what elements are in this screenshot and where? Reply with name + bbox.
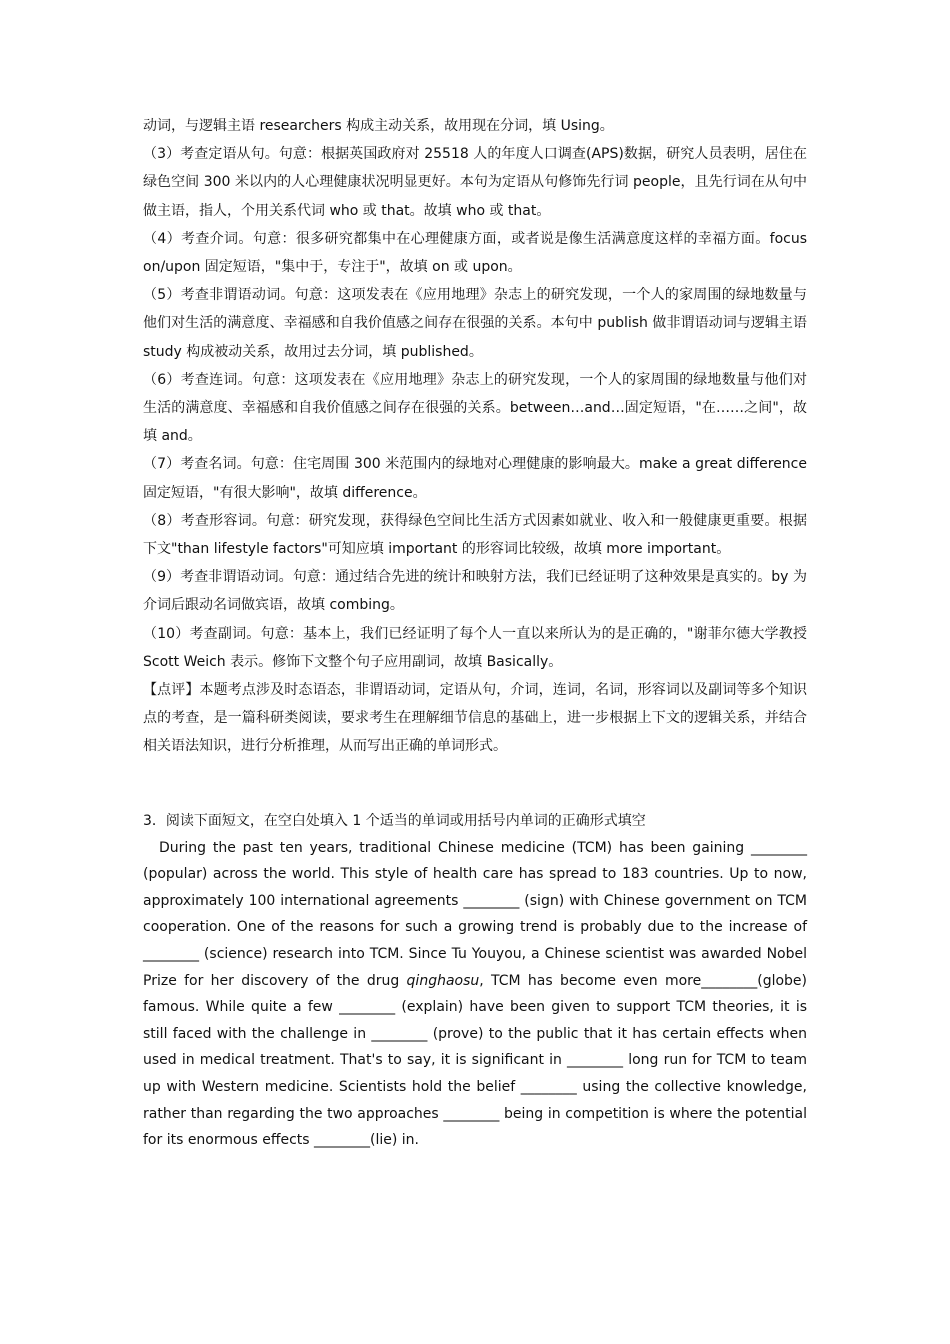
comment-paragraph: 【点评】本题考点涉及时态语态，非谓语动词，定语从句，介词，连词，名词，形容词以及副词等多个知识点的考查，是一篇科研类阅读，要求考生在理解细节信息的基础上，进一步根据上下文的逻辑关系，并结合相关语法知识，进行分析推理，从而写出正确的单词形式。 <box>143 682 807 755</box>
analysis-paragraph: 动词，与逻辑主语 researchers 构成主动关系，故用现在分词，填 Using。 <box>143 118 614 134</box>
analysis-paragraph: （3）考查定语从句。句意：根据英国政府对 25518 人的年度人口调查(APS)数据，研究人员表明，居住在绿色空间 300 米以内的人心理健康状况明显更好。本句为定语从句修饰先行词 people，且先行词在从句中做主语，指人，个用关系代词 who 或 that。故填 who 或 that。 <box>143 146 807 219</box>
cloze-passage <box>143 835 807 1154</box>
analysis-paragraph: （10）考查副词。句意：基本上，我们已经证明了每个人一直以来所认为的是正确的，"谢菲尔德大学教授 Scott Weich 表示。修饰下文整个句子应用副词，故填 Basically。 <box>143 625 807 670</box>
analysis-paragraph: （7）考查名词。句意：住宅周围 300 米范围内的绿地对心理健康的影响最大。make a great difference 固定短语，"有很大影响"，故填 difference。 <box>143 456 807 501</box>
analysis-paragraph: （5）考查非谓语动词。句意：这项发表在《应用地理》杂志上的研究发现，一个人的家周围的绿地数量与他们对生活的满意度、幸福感和自我价值感之间存在很强的关系。本句中 publish 做非谓语动词与逻辑主语 study 构成被动关系，故用过去分词，填 published。 <box>143 287 807 360</box>
analysis-paragraph: （8）考查形容词。句意：研究发现，获得绿色空间比生活方式因素如就业、收入和一般健康更重要。根据下文"than lifestyle factors"可知应填 important 的形容词比较级，故填 more important。 <box>143 512 807 558</box>
analysis-paragraph: （9）考查非谓语动词。句意：通过结合先进的统计和映射方法，我们已经证明了这种效果是真实的。by 为介词后跟动名词做宾语，故填 combing。 <box>143 569 807 614</box>
document-page <box>143 112 807 1154</box>
section-gap <box>143 761 807 807</box>
analysis-paragraph: （6）考查连词。句意：这项发表在《应用地理》杂志上的研究发现，一个人的家周围的绿地数量与他们对生活的满意度、幸福感和自我价值感之间存在很强的关系。between…and…固定短语，"在……之间"，故填 and。 <box>143 371 807 445</box>
passage-text: During the past ten years, traditional Chinese medicine (TCM) has been gaining ________ (popular) across the world. This style of health care has spread to 183 countries. Up to now, approximately 100 international agreements ________ (sign) with Chinese government on TCM cooperation. One of the reasons for such a growing trend is probably due to the increase of ________ (science) research into TCM. Since Tu Youyou, a Chinese scientist was awarded Nobel Prize for her discovery of the drug <box>143 839 807 989</box>
passage-italic-term: qinghaosu <box>406 972 480 989</box>
question-instruction: 3．阅读下面短文，在空白处填入 1 个适当的单词或用括号内单词的正确形式填空 <box>143 812 646 829</box>
passage-text: , TCM has become even more________(globe) famous. While quite a few ________ (explain) have been given to support TCM theories, it is still faced with the challenge in ________ (prove) to the public that it has certain effects when used in medical treatment. That's to say, it is significant in ________ long run for TCM to team up with Western medicine. Scientists hold the belief ________ using the collective knowledge, rather than regarding the two approaches ________ being in competition is where the potential for its enormous effects ________(lie) in. <box>143 972 807 1149</box>
analysis-paragraph: （4）考查介词。句意：很多研究都集中在心理健康方面，或者说是像生活满意度这样的幸福方面。focus on/upon 固定短语，"集中于，专注于"，故填 on 或 upon。 <box>143 230 807 276</box>
